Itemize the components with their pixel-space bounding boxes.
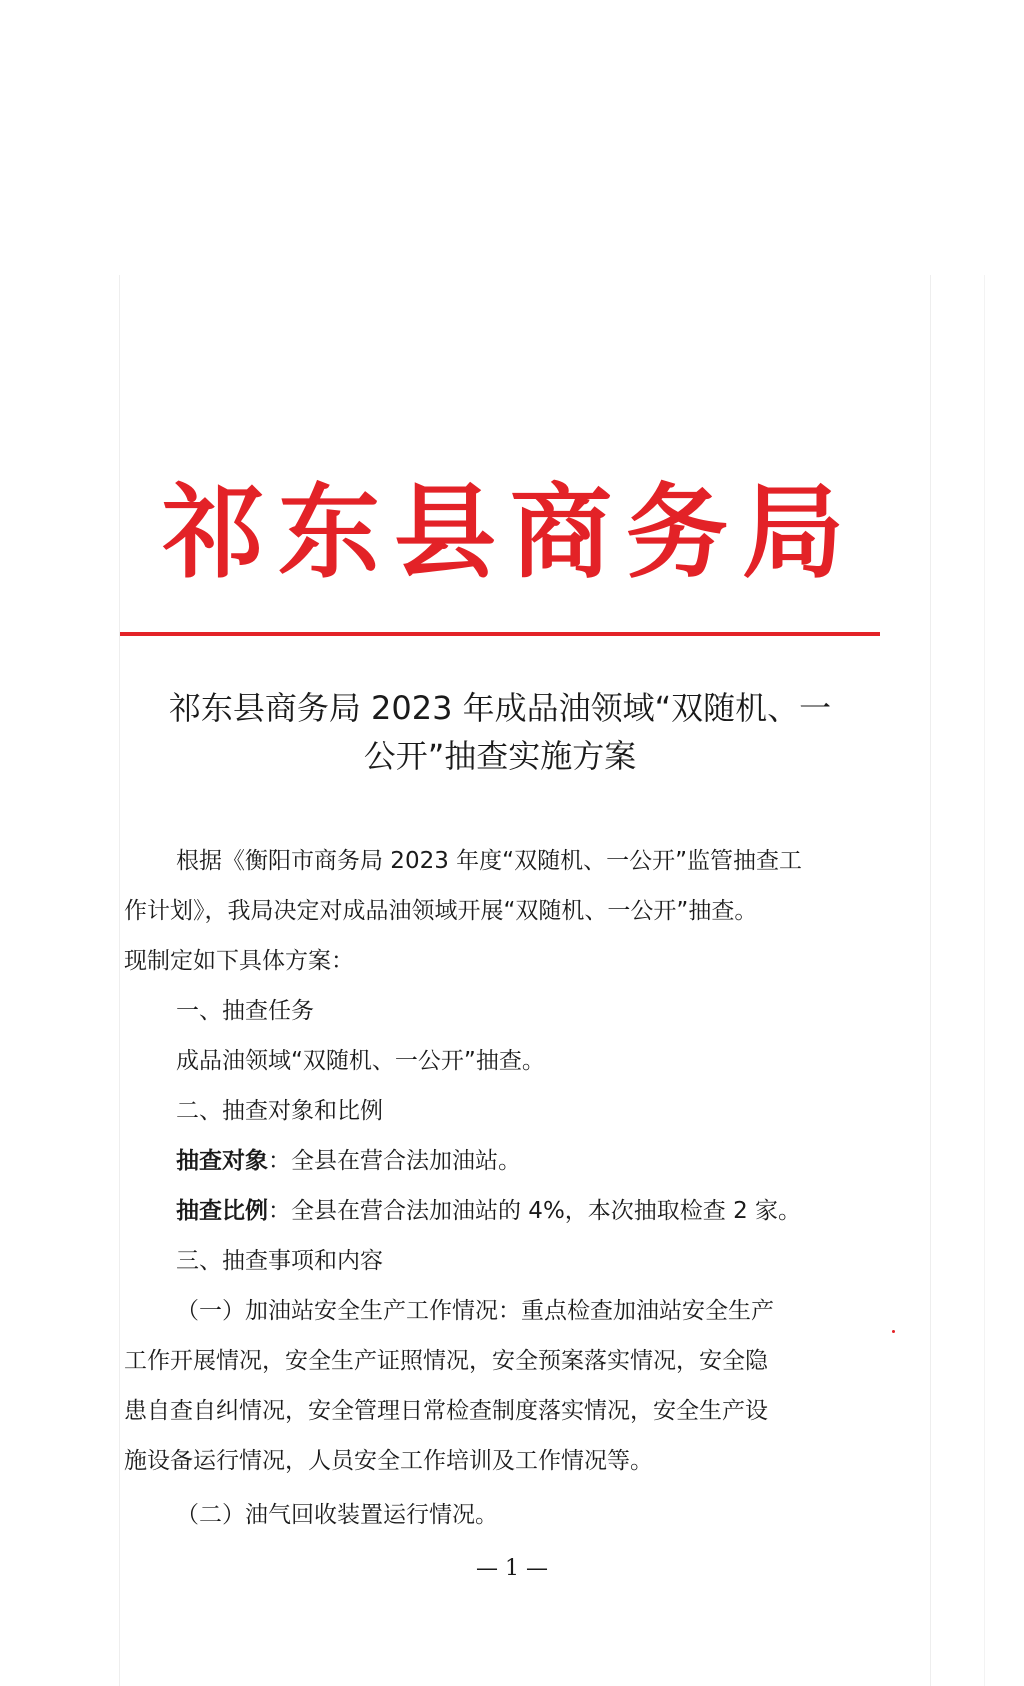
scan-edge-far xyxy=(984,275,985,1686)
red-separator-line xyxy=(120,632,880,636)
intro-line-1: 根据《衡阳市商务局 2023 年度“双随机、一公开”监管抽查工 xyxy=(176,848,802,874)
issuing-organization-header: 祁东县商务局 xyxy=(162,473,858,593)
title-line-1: 祁东县商务局 2023 年成品油领域“双随机、一 xyxy=(168,689,832,727)
intro-line-3: 现制定如下具体方案： xyxy=(124,948,354,974)
section-2-heading: 二、抽查对象和比例 xyxy=(176,1098,383,1124)
document-title xyxy=(120,684,880,780)
intro-line-2: 作计划》，我局决定对成品油领域开展“双随机、一公开”抽查。 xyxy=(124,898,758,924)
item-2-line-1: （二）油气回收装置运行情况。 xyxy=(176,1502,498,1528)
section-1-text: 成品油领域“双随机、一公开”抽查。 xyxy=(176,1048,545,1074)
scan-speck xyxy=(892,1330,895,1333)
item-1-line-3: 患自查自纠情况，安全管理日常检查制度落实情况，安全生产设 xyxy=(124,1398,768,1424)
target-text: ：全县在营合法加油站。 xyxy=(268,1148,521,1174)
ratio-label: 抽查比例 xyxy=(176,1198,268,1224)
section-3-heading: 三、抽查事项和内容 xyxy=(176,1248,383,1274)
ratio-text: ：全县在营合法加油站的 4%，本次抽取检查 2 家。 xyxy=(268,1198,802,1224)
page-number: — 1 — xyxy=(476,1556,548,1581)
item-1-line-1: （一）加油站安全生产工作情况：重点检查加油站安全生产 xyxy=(176,1298,774,1324)
target-line xyxy=(176,1146,521,1176)
item-1-line-4: 施设备运行情况，人员安全工作培训及工作情况等。 xyxy=(124,1448,653,1474)
ratio-line xyxy=(176,1196,801,1226)
item-1-line-2: 工作开展情况，安全生产证照情况，安全预案落实情况，安全隐 xyxy=(124,1348,768,1374)
target-label: 抽查对象 xyxy=(176,1148,268,1174)
section-1-heading: 一、抽查任务 xyxy=(176,998,314,1024)
title-line-2: 公开”抽查实施方案 xyxy=(363,737,637,775)
scan-edge-left xyxy=(119,275,120,1686)
scan-edge-right xyxy=(930,275,931,1686)
